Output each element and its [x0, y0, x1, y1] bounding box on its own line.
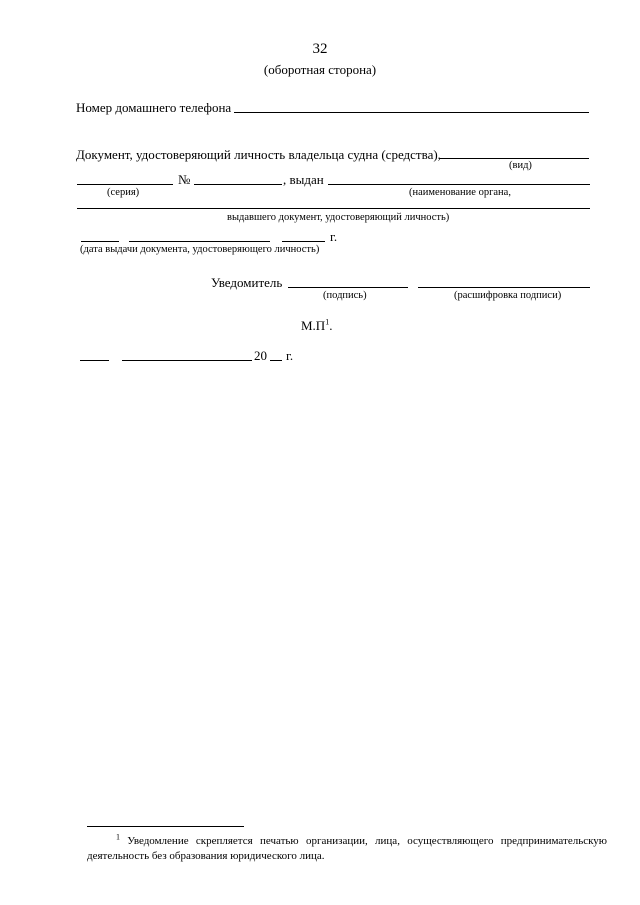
date-year-suffix: г. — [286, 348, 294, 363]
signature-decode-hint: (расшифровка подписи) — [454, 290, 562, 301]
date-year-prefix: 20 — [254, 348, 267, 363]
document-series-field[interactable] — [77, 184, 173, 185]
footnote-separator — [87, 826, 244, 827]
stamp-place — [301, 318, 332, 333]
signature-decode-field[interactable] — [418, 287, 590, 288]
phone-field[interactable] — [234, 112, 589, 113]
notifier-label: Уведомитель — [211, 275, 283, 290]
number-sign: № — [178, 172, 191, 187]
issuing-authority-field[interactable] — [328, 184, 590, 185]
page-number: 32 — [312, 41, 328, 57]
footnote-line-2: деятельность без образования юридического лица. — [87, 850, 325, 862]
issue-month-field[interactable] — [129, 241, 270, 242]
issue-day-field[interactable] — [81, 241, 119, 242]
document-kind-field[interactable] — [440, 158, 589, 159]
document-label: Документ, удостоверяющий личность владельца судна (средства), — [76, 147, 441, 162]
stamp-label: М.П — [301, 318, 326, 333]
footnote-line-1: $^1$ Уведомление скрепляется печатью организации, лица, осуществляющего предпринимательскую — [116, 832, 607, 847]
authority-hint: (наименование органа, — [409, 187, 511, 198]
issue-date-hint: (дата выдачи документа, удостоверяющего личность) — [80, 244, 320, 255]
series-hint: (серия) — [107, 187, 140, 198]
date-year-field[interactable] — [270, 360, 282, 361]
date-day-field[interactable] — [80, 360, 109, 361]
document-number-field[interactable] — [194, 184, 282, 185]
stamp-footnote-mark[interactable]: 1 — [325, 317, 330, 327]
footnote-mark: 1 — [116, 832, 120, 842]
document-kind-hint: (вид) — [509, 160, 532, 171]
authority-hint-cont: выдавшего документ, удостоверяющий личность) — [227, 212, 450, 223]
page-side-label: (оборотная сторона) — [263, 62, 377, 77]
signature-field[interactable] — [288, 287, 408, 288]
issue-year-field[interactable] — [282, 241, 325, 242]
phone-label: Номер домашнего телефона — [76, 100, 232, 115]
date-month-field[interactable] — [122, 360, 252, 361]
issuing-authority-field-cont[interactable] — [77, 208, 590, 209]
issue-year-suffix: г. — [330, 229, 338, 244]
signature-hint: (подпись) — [323, 290, 367, 301]
stamp-suffix: . — [329, 318, 333, 333]
issued-label: , выдан — [283, 172, 324, 187]
